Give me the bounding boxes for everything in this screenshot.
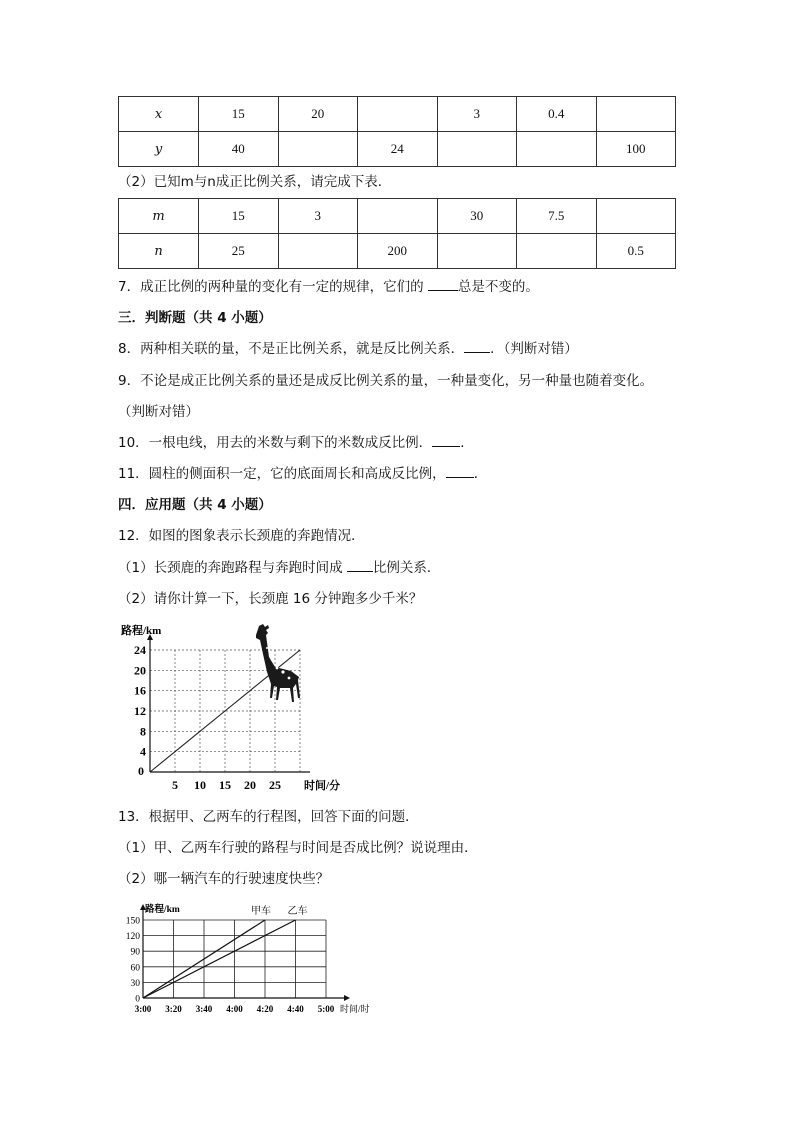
empty-answer-cell[interactable]: [358, 97, 438, 132]
ratio-table-xy: [118, 96, 676, 167]
empty-answer-cell[interactable]: [437, 132, 517, 167]
chart-axes: [147, 634, 310, 772]
table-cell: 100: [596, 132, 676, 167]
question-9-line-2: （判断对错）: [118, 404, 199, 420]
table-cell: 0.4: [517, 97, 597, 132]
question-10-text-after: ．: [460, 435, 474, 451]
table-cell: 0.5: [596, 234, 676, 269]
question-10: [118, 434, 474, 452]
answer-blank[interactable]: [432, 434, 460, 447]
question-12-part-1: [118, 559, 440, 577]
empty-answer-cell[interactable]: [596, 199, 676, 234]
y-tick-label: 12: [134, 704, 146, 718]
question-12-stem: 12．如图的图象表示长颈鹿的奔跑情况．: [118, 528, 365, 544]
row-label: n: [119, 234, 199, 269]
question-13-part-1: （1）甲、乙两车行驶的路程与时间是否成比例？说说理由．: [118, 840, 478, 856]
chart-series: [143, 920, 296, 998]
question-10-text-before: 10．一根电线，用去的米数与剩下的米数成反比例．: [118, 435, 433, 451]
row-label: y: [119, 132, 199, 167]
empty-answer-cell[interactable]: [278, 234, 358, 269]
y-tick-label: 16: [134, 683, 146, 698]
series-line-extension: [275, 650, 300, 670]
chart-axes: [140, 904, 350, 1001]
y-tick-label: 8: [140, 724, 146, 739]
x-tick-label: 5: [172, 778, 178, 792]
table-cell: 20: [278, 97, 358, 132]
y-tick-label: 60: [130, 963, 140, 974]
giraffe-illustration: [256, 624, 300, 702]
x-tick-label: 10: [194, 778, 206, 792]
empty-answer-cell[interactable]: [517, 132, 597, 167]
question-7-text-after: 总是不变的。: [457, 279, 539, 295]
x-axis-arrow: [344, 995, 350, 1001]
empty-answer-cell[interactable]: [358, 199, 438, 234]
section-3-heading: 三．判断题（共 4 小题）: [118, 310, 272, 326]
x-tick-label: 4:00: [226, 1004, 243, 1014]
empty-answer-cell[interactable]: [278, 132, 358, 167]
ratio-table-mn: [118, 198, 676, 269]
series-line: [150, 670, 275, 772]
car-distance-time-chart: [115, 897, 405, 1022]
x-tick-label: 25: [269, 778, 281, 792]
x-tick-label: 3:00: [134, 1004, 152, 1014]
row-label: m: [119, 199, 199, 234]
section-4-heading: 四．应用题（共 4 小题）: [118, 497, 272, 513]
table-cell: 15: [199, 199, 279, 234]
chart-labels: [121, 623, 340, 792]
x-tick-label: 20: [244, 778, 256, 792]
table-cell: 24: [358, 132, 438, 167]
car-b-label: 乙车: [287, 906, 308, 917]
question-6-part-2: （2）已知m与n成正比例关系，请完成下表．: [118, 174, 392, 190]
table-row: [119, 97, 676, 132]
chart-grid: [143, 920, 326, 998]
table-cell: 3: [437, 97, 517, 132]
y-tick-label: 90: [130, 947, 140, 958]
question-11: [118, 465, 487, 483]
question-11-text-after: ．: [473, 466, 488, 482]
x-tick-label: 15: [219, 778, 231, 792]
empty-answer-cell[interactable]: [437, 234, 517, 269]
question-12-part-1-after: 比例关系．: [372, 560, 441, 576]
table-cell: 30: [437, 199, 517, 234]
y-tick-label: 24: [134, 643, 146, 657]
answer-blank[interactable]: [464, 340, 490, 353]
table-cell: 25: [199, 234, 279, 269]
y-tick-label: 4: [140, 744, 146, 759]
question-9-line-1: 9．不论是成正比例关系的量还是成反比例关系的量，一种量变化，另一种量也随着变化。: [118, 373, 654, 389]
table-row: [119, 199, 676, 234]
x-tick-label: 5:00: [317, 1004, 335, 1014]
x-tick-label: 4:20: [256, 1004, 274, 1014]
question-12-part-2: （2）请你计算一下，长颈鹿 16 分钟跑多少千米？: [118, 591, 423, 607]
table-cell: 40: [199, 132, 279, 167]
y-tick-label: 20: [134, 663, 146, 678]
x-tick-label: 4:40: [287, 1004, 304, 1014]
y-tick-label: 150: [125, 916, 140, 927]
question-13-stem: 13．根据甲、乙两车的行程图，回答下面的问题．: [118, 809, 419, 825]
origin-label: 0: [138, 764, 144, 778]
question-11-text-before: 11．圆柱的侧面积一定，它的底面周长和高成反比例，: [118, 466, 446, 482]
empty-answer-cell[interactable]: [517, 234, 597, 269]
table-cell: 200: [358, 234, 438, 269]
x-axis-label: 时间/分: [304, 780, 341, 792]
y-tick-label: 0: [135, 994, 140, 1005]
giraffe-distance-time-chart: [115, 620, 341, 795]
x-tick-label: 3:40: [195, 1004, 213, 1014]
question-7: [118, 278, 539, 296]
table-row: [119, 132, 676, 167]
empty-answer-cell[interactable]: [596, 97, 676, 132]
question-13-part-2: （2）哪一辆汽车的行驶速度快些？: [118, 871, 330, 887]
table-cell: 15: [199, 97, 279, 132]
x-axis-label: 时间/时: [340, 1004, 370, 1014]
car-a-label: 甲车: [251, 906, 271, 917]
y-tick-label: 30: [130, 978, 140, 989]
question-12-part-1-before: （1）长颈鹿的奔跑路程与奔跑时间成: [118, 560, 347, 576]
table-row: [119, 234, 676, 269]
question-8: [118, 340, 578, 358]
question-7-text-before: 7．成正比例的两种量的变化有一定的规律，它们的: [118, 279, 428, 295]
answer-blank[interactable]: [428, 278, 458, 291]
row-label: x: [119, 97, 199, 132]
x-tick-label: 3:20: [165, 1004, 182, 1014]
answer-blank[interactable]: [347, 559, 373, 572]
question-8-text-before: 8．两种相关联的量，不是正比例关系，就是反比例关系．: [118, 341, 465, 357]
table-cell: 3: [278, 199, 358, 234]
car-b-line: [143, 920, 296, 998]
y-axis-label: 路程/km: [121, 625, 162, 637]
question-8-text-after: ．（判断对错）: [490, 341, 578, 357]
answer-blank[interactable]: [446, 465, 474, 478]
table-cell: 7.5: [517, 199, 597, 234]
y-tick-label: 120: [125, 932, 140, 943]
y-axis-label: 路程/km: [145, 905, 180, 915]
